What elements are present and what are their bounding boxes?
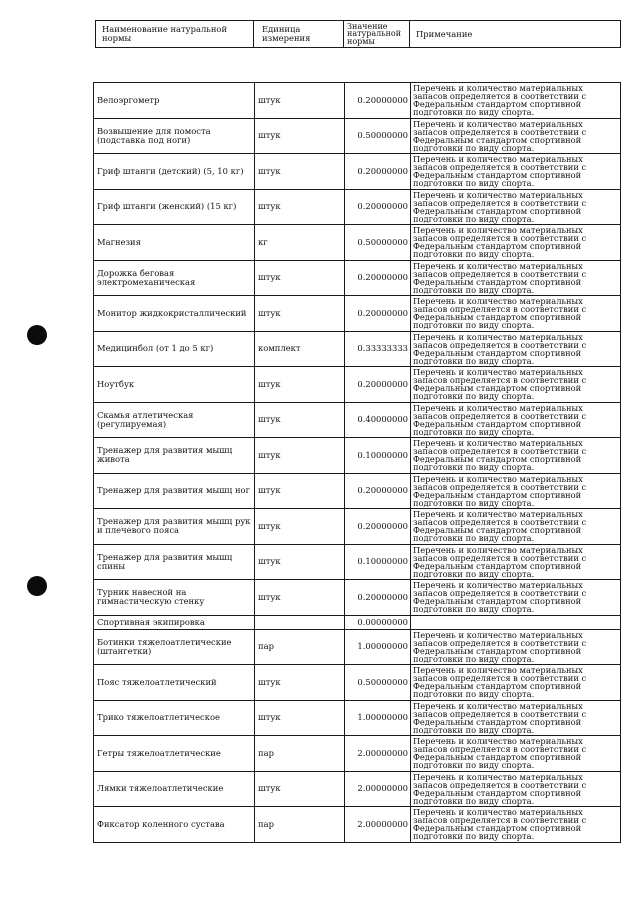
row-name-cell: Ноутбук xyxy=(94,367,255,403)
row-note-cell: Перечень и количество материальных запасов определяется в соответствии с Федеральным стандартом спортивной подготовки по виду спорта. xyxy=(411,83,621,119)
row-value-cell: 0.20000000 xyxy=(345,260,411,296)
row-name-cell: Гетры тяжелоатлетические xyxy=(94,736,255,772)
table-row xyxy=(94,473,621,509)
row-note-cell: Перечень и количество материальных запасов определяется в соответствии с Федеральным стандартом спортивной подготовки по виду спорта. xyxy=(411,665,621,701)
row-name-cell: Тренажер для развития мышц спины xyxy=(94,544,255,580)
row-value-cell: 0.10000000 xyxy=(345,544,411,580)
table-row xyxy=(94,331,621,367)
row-note-cell: Перечень и количество материальных запасов определяется в соответствии с Федеральным стандартом спортивной подготовки по виду спорта. xyxy=(411,260,621,296)
row-value-cell: 1.00000000 xyxy=(345,700,411,736)
row-name-cell: Лямки тяжелоатлетические xyxy=(94,771,255,807)
row-unit-cell: штук xyxy=(255,580,345,616)
table-row xyxy=(94,225,621,261)
table-row xyxy=(94,665,621,701)
row-unit-cell: штук xyxy=(255,438,345,474)
row-unit-cell: комплект xyxy=(255,331,345,367)
row-note-cell xyxy=(411,615,621,629)
row-name-cell: Гриф штанги (женский) (15 кг) xyxy=(94,189,255,225)
row-note-cell: Перечень и количество материальных запасов определяется в соответствии с Федеральным стандартом спортивной подготовки по виду спорта. xyxy=(411,544,621,580)
row-unit-cell xyxy=(255,615,345,629)
table-row xyxy=(94,771,621,807)
row-value-cell: 1.00000000 xyxy=(345,629,411,665)
row-value-cell: 0.33333333 xyxy=(345,331,411,367)
table-row xyxy=(94,367,621,403)
row-unit-cell: пар xyxy=(255,629,345,665)
header-value-cell: Значение натуральной нормы xyxy=(344,21,410,48)
table-row xyxy=(94,580,621,616)
row-note-cell: Перечень и количество материальных запасов определяется в соответствии с Федеральным стандартом спортивной подготовки по виду спорта. xyxy=(411,438,621,474)
row-name-cell: Монитор жидкокристаллический xyxy=(94,296,255,332)
row-note-cell: Перечень и количество материальных запасов определяется в соответствии с Федеральным стандартом спортивной подготовки по виду спорта. xyxy=(411,402,621,438)
row-note-cell: Перечень и количество материальных запасов определяется в соответствии с Федеральным стандартом спортивной подготовки по виду спорта. xyxy=(411,118,621,154)
row-name-cell: Пояс тяжелоатлетический xyxy=(94,665,255,701)
header-name-cell: Наименование натуральной нормы xyxy=(96,21,254,48)
row-value-cell: 0.20000000 xyxy=(345,509,411,545)
row-unit-cell: штук xyxy=(255,367,345,403)
row-unit-cell: пар xyxy=(255,736,345,772)
row-name-cell: Гриф штанги (детский) (5, 10 кг) xyxy=(94,154,255,190)
row-note-cell: Перечень и количество материальных запасов определяется в соответствии с Федеральным стандартом спортивной подготовки по виду спорта. xyxy=(411,154,621,190)
row-note-cell: Перечень и количество материальных запасов определяется в соответствии с Федеральным стандартом спортивной подготовки по виду спорта. xyxy=(411,189,621,225)
punch-hole-top xyxy=(27,325,47,345)
norms-table xyxy=(93,82,621,843)
row-unit-cell: штук xyxy=(255,154,345,190)
row-value-cell: 0.20000000 xyxy=(345,154,411,190)
table-row xyxy=(94,509,621,545)
row-note-cell: Перечень и количество материальных запасов определяется в соответствии с Федеральным стандартом спортивной подготовки по виду спорта. xyxy=(411,629,621,665)
row-name-cell: Велоэргометр xyxy=(94,83,255,119)
row-name-cell: Турник навесной на гимнастическую стенку xyxy=(94,580,255,616)
table-row xyxy=(94,83,621,119)
row-value-cell: 0.20000000 xyxy=(345,83,411,119)
row-unit-cell: штук xyxy=(255,296,345,332)
row-value-cell: 0.20000000 xyxy=(345,367,411,403)
row-value-cell: 2.00000000 xyxy=(345,736,411,772)
row-unit-cell: штук xyxy=(255,473,345,509)
row-unit-cell: штук xyxy=(255,665,345,701)
row-value-cell: 0.50000000 xyxy=(345,665,411,701)
header-note-cell: Примечание xyxy=(410,21,621,48)
row-value-cell: 0.20000000 xyxy=(345,580,411,616)
table-row xyxy=(94,615,621,629)
table-row xyxy=(94,438,621,474)
row-note-cell: Перечень и количество материальных запасов определяется в соответствии с Федеральным стандартом спортивной подготовки по виду спорта. xyxy=(411,700,621,736)
row-name-cell: Тренажер для развития мышц ног xyxy=(94,473,255,509)
row-note-cell: Перечень и количество материальных запасов определяется в соответствии с Федеральным стандартом спортивной подготовки по виду спорта. xyxy=(411,225,621,261)
row-name-cell: Возвышение для помоста (подставка под ноги) xyxy=(94,118,255,154)
punch-hole-bottom xyxy=(27,576,47,596)
row-name-cell: Магнезия xyxy=(94,225,255,261)
row-note-cell: Перечень и количество материальных запасов определяется в соответствии с Федеральным стандартом спортивной подготовки по виду спорта. xyxy=(411,473,621,509)
row-name-cell: Фиксатор коленного сустава xyxy=(94,807,255,843)
row-name-cell: Трико тяжелоатлетическое xyxy=(94,700,255,736)
table-row xyxy=(94,118,621,154)
header-row xyxy=(96,21,621,48)
table-row xyxy=(94,544,621,580)
row-name-cell: Медицинбол (от 1 до 5 кг) xyxy=(94,331,255,367)
row-name-cell: Тренажер для развития мышц рук и плечевого пояса xyxy=(94,509,255,545)
row-unit-cell: штук xyxy=(255,189,345,225)
row-value-cell: 0.20000000 xyxy=(345,296,411,332)
row-note-cell: Перечень и количество материальных запасов определяется в соответствии с Федеральным стандартом спортивной подготовки по виду спорта. xyxy=(411,367,621,403)
row-value-cell: 0.20000000 xyxy=(345,473,411,509)
row-value-cell: 2.00000000 xyxy=(345,771,411,807)
table-row xyxy=(94,260,621,296)
row-note-cell: Перечень и количество материальных запасов определяется в соответствии с Федеральным стандартом спортивной подготовки по виду спорта. xyxy=(411,807,621,843)
row-note-cell: Перечень и количество материальных запасов определяется в соответствии с Федеральным стандартом спортивной подготовки по виду спорта. xyxy=(411,580,621,616)
table-row xyxy=(94,736,621,772)
row-unit-cell: штук xyxy=(255,509,345,545)
row-unit-cell: штук xyxy=(255,771,345,807)
row-name-cell: Дорожка беговая электромеханическая xyxy=(94,260,255,296)
table-row xyxy=(94,700,621,736)
header-unit-cell: Единица измерения xyxy=(254,21,344,48)
row-value-cell: 0.10000000 xyxy=(345,438,411,474)
norms-table-body xyxy=(94,83,621,843)
row-note-cell: Перечень и количество материальных запасов определяется в соответствии с Федеральным стандартом спортивной подготовки по виду спорта. xyxy=(411,509,621,545)
row-value-cell: 2.00000000 xyxy=(345,807,411,843)
row-unit-cell: штук xyxy=(255,402,345,438)
row-unit-cell: штук xyxy=(255,118,345,154)
row-value-cell: 0.00000000 xyxy=(345,615,411,629)
row-name-cell: Тренажер для развития мышц живота xyxy=(94,438,255,474)
table-row xyxy=(94,402,621,438)
row-note-cell: Перечень и количество материальных запасов определяется в соответствии с Федеральным стандартом спортивной подготовки по виду спорта. xyxy=(411,771,621,807)
header-table xyxy=(95,20,621,48)
table-row xyxy=(94,189,621,225)
row-unit-cell: пар xyxy=(255,807,345,843)
table-row xyxy=(94,807,621,843)
table-row xyxy=(94,296,621,332)
row-note-cell: Перечень и количество материальных запасов определяется в соответствии с Федеральным стандартом спортивной подготовки по виду спорта. xyxy=(411,331,621,367)
row-value-cell: 0.50000000 xyxy=(345,225,411,261)
row-unit-cell: штук xyxy=(255,700,345,736)
row-unit-cell: штук xyxy=(255,544,345,580)
row-name-cell: Ботинки тяжелоатлетические (штангетки) xyxy=(94,629,255,665)
row-value-cell: 0.50000000 xyxy=(345,118,411,154)
row-note-cell: Перечень и количество материальных запасов определяется в соответствии с Федеральным стандартом спортивной подготовки по виду спорта. xyxy=(411,296,621,332)
row-unit-cell: штук xyxy=(255,260,345,296)
row-value-cell: 0.20000000 xyxy=(345,189,411,225)
row-unit-cell: штук xyxy=(255,83,345,119)
row-note-cell: Перечень и количество материальных запасов определяется в соответствии с Федеральным стандартом спортивной подготовки по виду спорта. xyxy=(411,736,621,772)
row-name-cell: Спортивная экипировка xyxy=(94,615,255,629)
row-unit-cell: кг xyxy=(255,225,345,261)
row-name-cell: Скамья атлетическая (регулируемая) xyxy=(94,402,255,438)
table-row xyxy=(94,629,621,665)
table-row xyxy=(94,154,621,190)
row-value-cell: 0.40000000 xyxy=(345,402,411,438)
